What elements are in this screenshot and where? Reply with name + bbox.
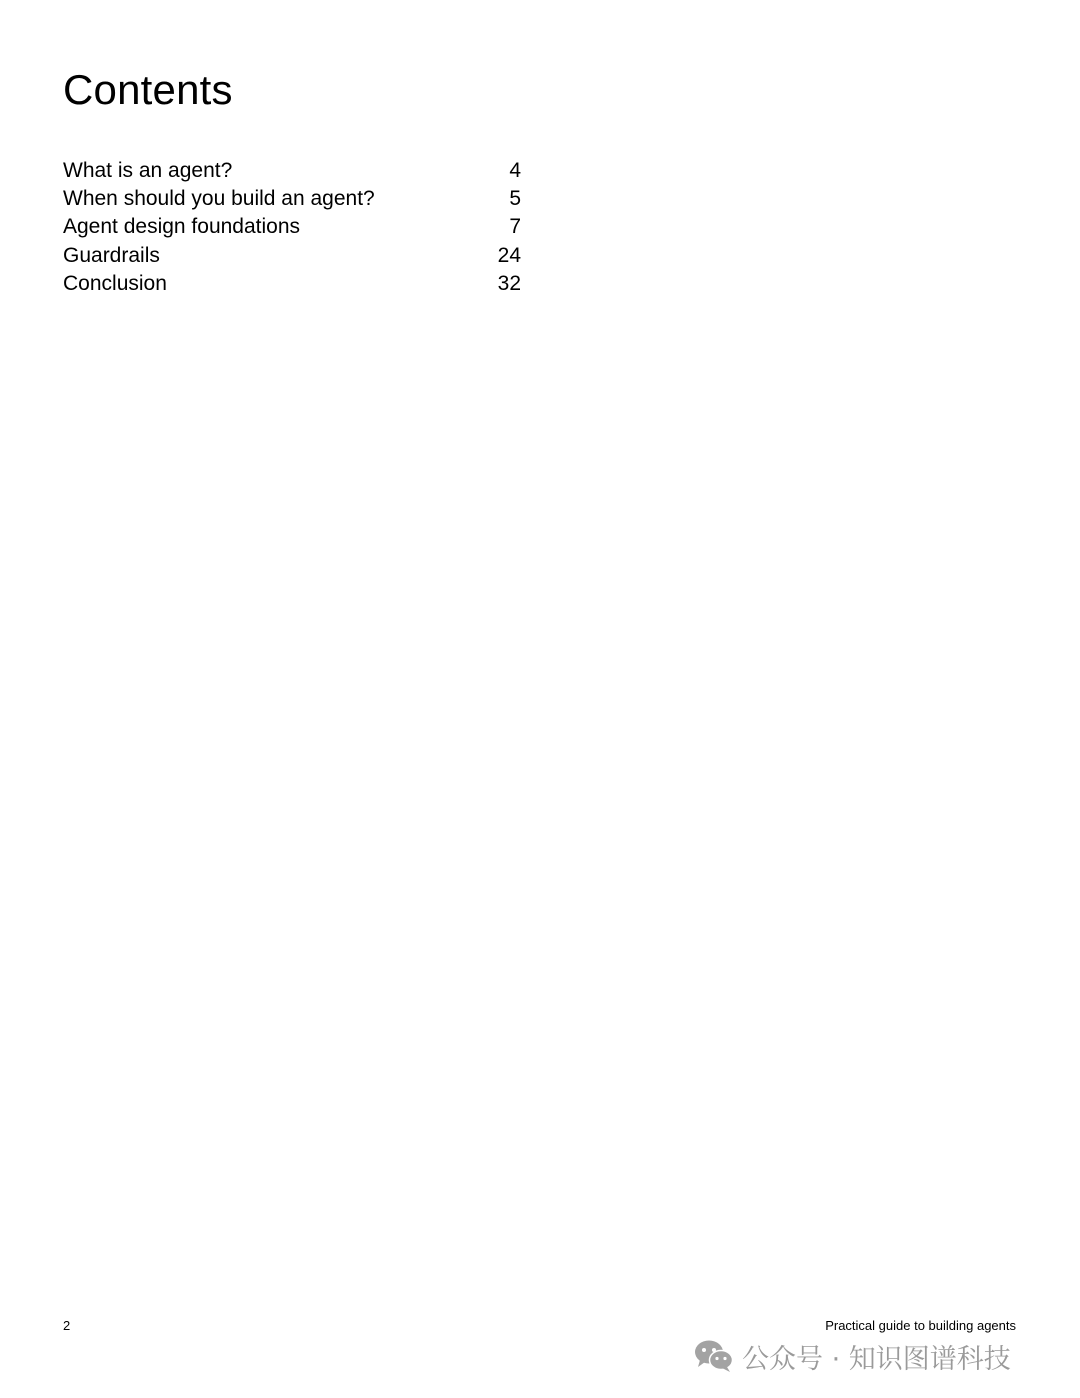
toc-item-page-number: 4 [509,159,521,182]
toc-item-agent-design-foundations[interactable] [63,213,521,241]
table-of-contents [63,157,521,298]
toc-item-page-number: 5 [509,187,521,211]
footer-page-number: 2 [63,1318,71,1333]
page-title: Contents [63,66,233,113]
footer-document-title: Practical guide to building agents [825,1318,1016,1333]
wechat-icon [694,1339,734,1373]
toc-item-label: Conclusion [63,271,167,295]
toc-item-when-should-you-build[interactable] [63,185,521,213]
toc-item-label: Agent design foundations [63,215,301,239]
toc-item-what-is-an-agent[interactable] [63,157,521,185]
toc-item-guardrails[interactable] [63,242,521,270]
toc-item-page-number: 7 [509,215,521,239]
toc-item-page-number: 32 [497,271,521,295]
toc-item-conclusion[interactable] [63,270,521,298]
toc-item-label: When should you build an agent? [63,187,375,211]
toc-item-page-number: 24 [497,243,521,267]
watermark [694,1336,1011,1376]
toc-item-label: Guardrails [63,243,160,267]
toc-item-label: What is an agent? [63,159,233,182]
watermark-text: 公众号 · 知识图谱科技 [742,1343,1011,1375]
